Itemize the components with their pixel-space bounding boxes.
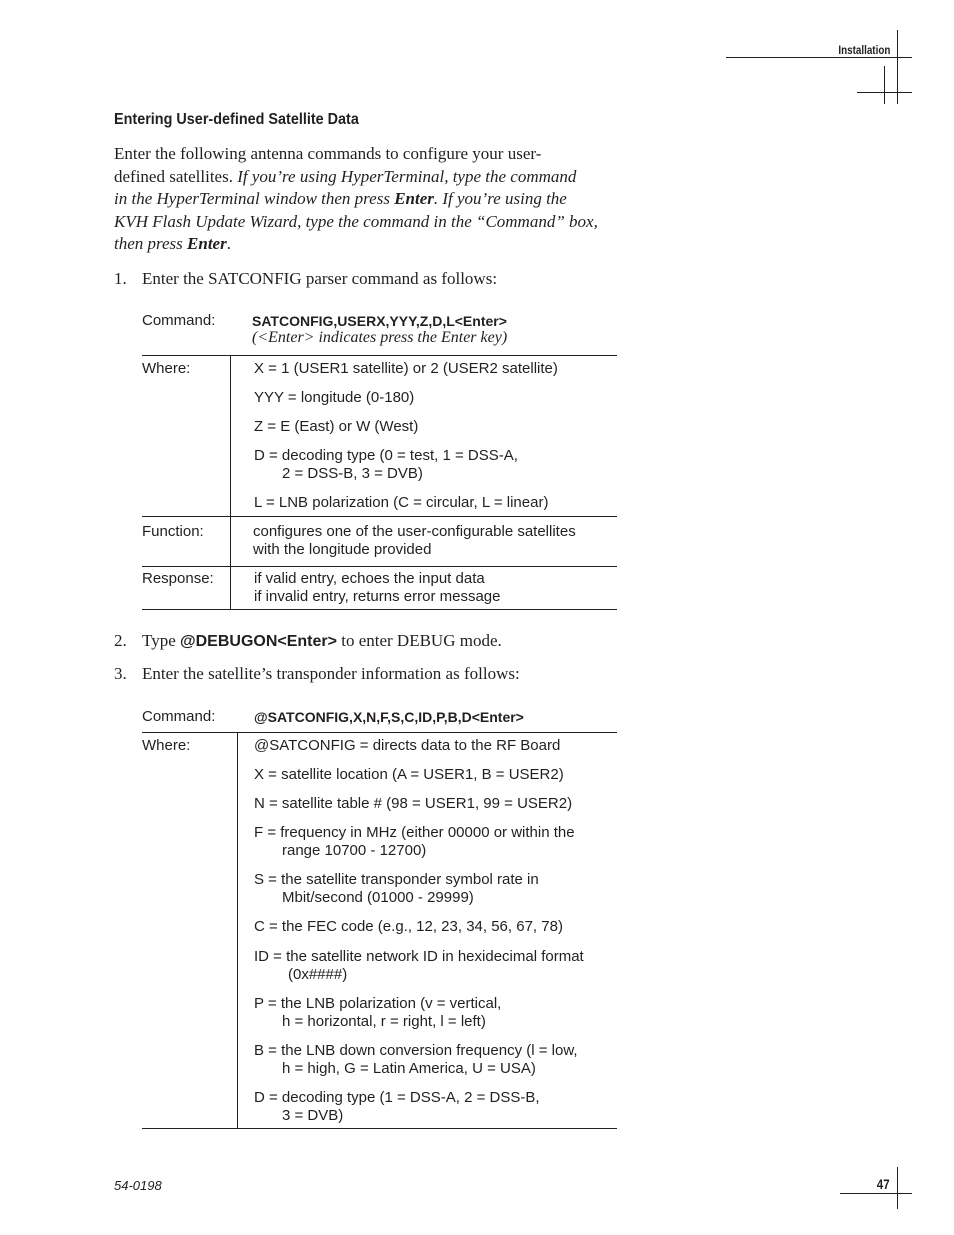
t2-where-id: ID = the satellite network ID in hexidecimal format: [254, 948, 584, 965]
t1-where-l: L = LNB polarization (C = circular, L = linear): [254, 494, 549, 511]
intro-line-2a: defined satellites.: [114, 166, 233, 186]
step-2: [114, 631, 502, 651]
step-2-number: 2.: [114, 631, 127, 650]
t1-where-x: X = 1 (USER1 satellite) or 2 (USER2 satellite): [254, 360, 558, 377]
intro-line-5: then press: [114, 234, 183, 253]
t1-command-label: Command:: [142, 312, 216, 329]
t1-function-label: Function:: [142, 523, 204, 540]
t2-rule-2: [142, 1128, 617, 1129]
t2-where-f: F = frequency in MHz (either 00000 or within the: [254, 824, 575, 841]
t2-where-satconfig: @SATCONFIG = directs data to the RF Board: [254, 737, 561, 754]
t1-function-line-2: with the longitude provided: [253, 541, 432, 558]
step-3-number: 3.: [114, 664, 127, 683]
t1-rule-2: [142, 516, 617, 517]
t1-column-divider: [230, 355, 231, 610]
section-header: Installation: [838, 43, 890, 57]
document-number: 54-0198: [114, 1178, 162, 1193]
t2-column-divider: [237, 732, 238, 1129]
intro-line-2b: If you’re using HyperTerminal, type the command: [237, 166, 577, 186]
t2-where-d: D = decoding type (1 = DSS-A, 2 = DSS-B,: [254, 1089, 540, 1106]
step-2-command: @DEBUGON<Enter>: [180, 633, 337, 650]
t1-command: SATCONFIG,USERX,YYY,Z,D,L<Enter>: [252, 313, 507, 329]
step-3: [114, 664, 520, 684]
header-crop-horizontal: [857, 92, 912, 93]
intro-enter-key-2: Enter: [187, 234, 227, 253]
t2-where-id-cont: (0x####): [288, 966, 348, 983]
t2-where-s-cont: Mbit/second (01000 - 29999): [282, 889, 474, 906]
t1-function-line-1: configures one of the user-configurable satellites: [253, 523, 576, 540]
intro-line-3: in the HyperTerminal window then press: [114, 189, 390, 208]
intro-line-5-end: .: [226, 234, 231, 253]
t1-rule-3: [142, 566, 617, 567]
intro-paragraph: [114, 143, 624, 256]
t1-rule-4: [142, 609, 617, 610]
t2-command-label: Command:: [142, 708, 216, 725]
t2-where-s: S = the satellite transponder symbol rate in: [254, 871, 539, 888]
t1-response-label: Response:: [142, 570, 214, 587]
t2-where-p-cont: h = horizontal, r = right, l = left): [282, 1013, 486, 1030]
intro-line-1: Enter the following antenna commands to configure your user-: [114, 144, 542, 163]
t1-command-note: (<Enter> indicates press the Enter key): [252, 329, 508, 346]
footer-crop-vertical: [897, 1167, 898, 1209]
footer-rule: [840, 1193, 912, 1194]
header-crop-vertical-2: [884, 66, 885, 104]
section-heading: Entering User-defined Satellite Data: [114, 111, 359, 128]
step-1: [114, 269, 498, 289]
t1-where-z: Z = E (East) or W (West): [254, 418, 419, 435]
step-2-pre: Type: [142, 631, 176, 650]
step-2-post: to enter DEBUG mode.: [341, 631, 502, 650]
t2-where-x: X = satellite location (A = USER1, B = USER2): [254, 766, 564, 783]
t1-where-d-cont: 2 = DSS-B, 3 = DVB): [282, 465, 423, 482]
step-1-text: Enter the SATCONFIG parser command as follows:: [142, 269, 498, 288]
t2-where-p: P = the LNB polarization (v = vertical,: [254, 995, 502, 1012]
t2-where-b: B = the LNB down conversion frequency (l = low,: [254, 1042, 578, 1059]
header-rule: [726, 57, 912, 58]
t2-where-f-cont: range 10700 - 12700): [282, 842, 427, 859]
t2-where-c: C = the FEC code (e.g., 12, 23, 34, 56, 67, 78): [254, 918, 563, 935]
t1-where-yyy: YYY = longitude (0-180): [254, 389, 415, 406]
t1-where-label: Where:: [142, 360, 191, 377]
t2-where-label: Where:: [142, 737, 191, 754]
step-1-number: 1.: [114, 269, 127, 288]
t2-where-n: N = satellite table # (98 = USER1, 99 = USER2): [254, 795, 573, 812]
t1-rule-1: [142, 355, 617, 356]
t2-where-b-cont: h = high, G = Latin America, U = USA): [282, 1060, 536, 1077]
t2-where-d-cont: 3 = DVB): [282, 1107, 344, 1124]
t2-command: @SATCONFIG,X,N,F,S,C,ID,P,B,D<Enter>: [254, 709, 524, 725]
t1-response-line-2: if invalid entry, returns error message: [254, 588, 501, 605]
t1-response-line-1: if valid entry, echoes the input data: [254, 570, 485, 587]
t1-where-d: D = decoding type (0 = test, 1 = DSS-A,: [254, 447, 518, 464]
intro-line-4: KVH Flash Update Wizard, type the command in the “Command” box,: [114, 211, 598, 231]
t2-rule-1: [142, 732, 617, 733]
page-number: 47: [877, 1176, 890, 1192]
step-3-text: Enter the satellite’s transponder information as follows:: [142, 664, 520, 683]
intro-enter-key-1: Enter: [394, 189, 434, 208]
intro-line-3b: . If you’re using the: [433, 189, 567, 208]
